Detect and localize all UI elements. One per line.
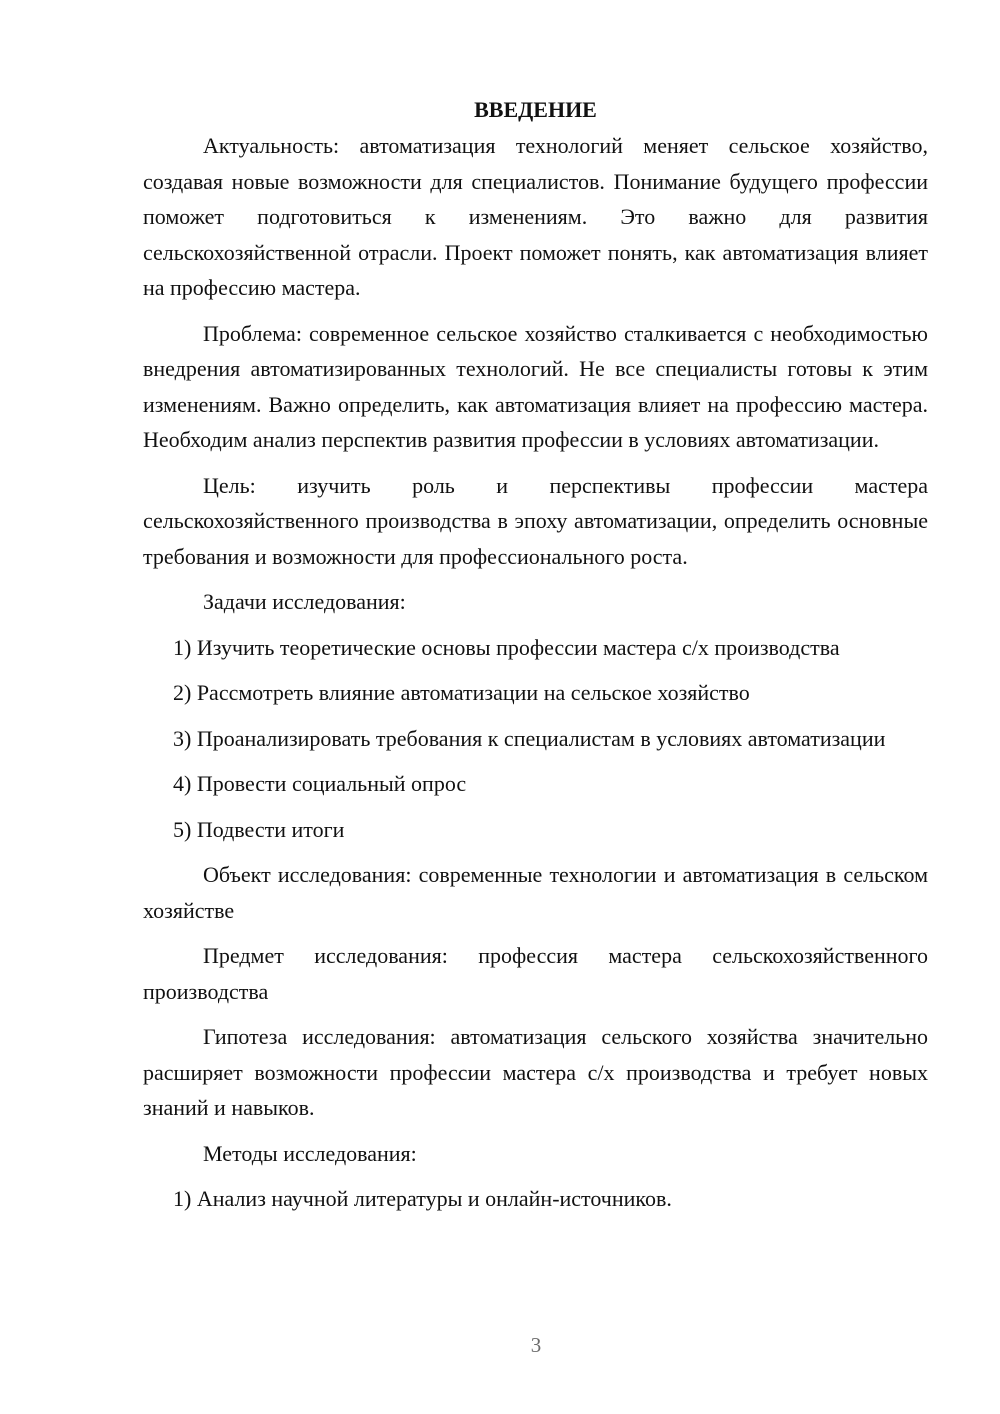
task-item-2: 2) Рассмотреть влияние автоматизации на сельское хозяйство — [173, 680, 750, 705]
method-item-1: 1) Анализ научной литературы и онлайн-источников. — [173, 1186, 672, 1211]
paragraph-object: Объект исследования: современные технологии и автоматизация в сельском хозяйстве — [143, 862, 928, 923]
paragraph-hypothesis: Гипотеза исследования: автоматизация сельского хозяйства значительно расширяет возможности профессии мастера с/х производства и требует новых знаний и навыков. — [143, 1024, 928, 1120]
page-number: 3 — [530, 1333, 542, 1357]
paragraph-goal: Цель: изучить роль и перспективы профессии мастера сельскохозяйственного производства в эпоху автоматизации, определить основные требования и возможности для профессионального роста. — [143, 472, 928, 569]
document-body — [143, 92, 928, 1227]
paragraph-subject: Предмет исследования: профессия мастера сельскохозяйственного производства — [143, 943, 928, 1004]
task-item-4: 4) Провести социальный опрос — [173, 771, 467, 796]
paragraph-relevance: Актуальность: автоматизация технологий меняет сельское хозяйство, создавая новые возможности для специалистов. Понимание будущего профессии поможет подготовиться к изменениям. Это важно для развития сельскохозяйственной отрасли. Проект поможет понять, как автоматизация влияет на профессию мастера. — [143, 133, 928, 300]
task-item-1: 1) Изучить теоретические основы профессии мастера с/х производства — [173, 634, 840, 660]
task-item-5: 5) Подвести итоги — [173, 816, 345, 842]
paragraph-problem: Проблема: современное сельское хозяйство сталкивается с необходимостью внедрения автоматизированных технологий. Не все специалисты готовы к этим изменениям. Важно определить, как автоматизация влияет на профессию мастера. Необходим анализ перспектив развития профессии в условиях автоматизации. — [143, 320, 928, 452]
paragraph-tasks-title: Задачи исследования: — [203, 589, 406, 614]
section-heading: ВВЕДЕНИЕ — [474, 97, 597, 122]
paragraph-methods-title: Методы исследования: — [203, 1140, 417, 1166]
task-item-3: 3) Проанализировать требования к специалистам в условиях автоматизации — [173, 725, 886, 751]
